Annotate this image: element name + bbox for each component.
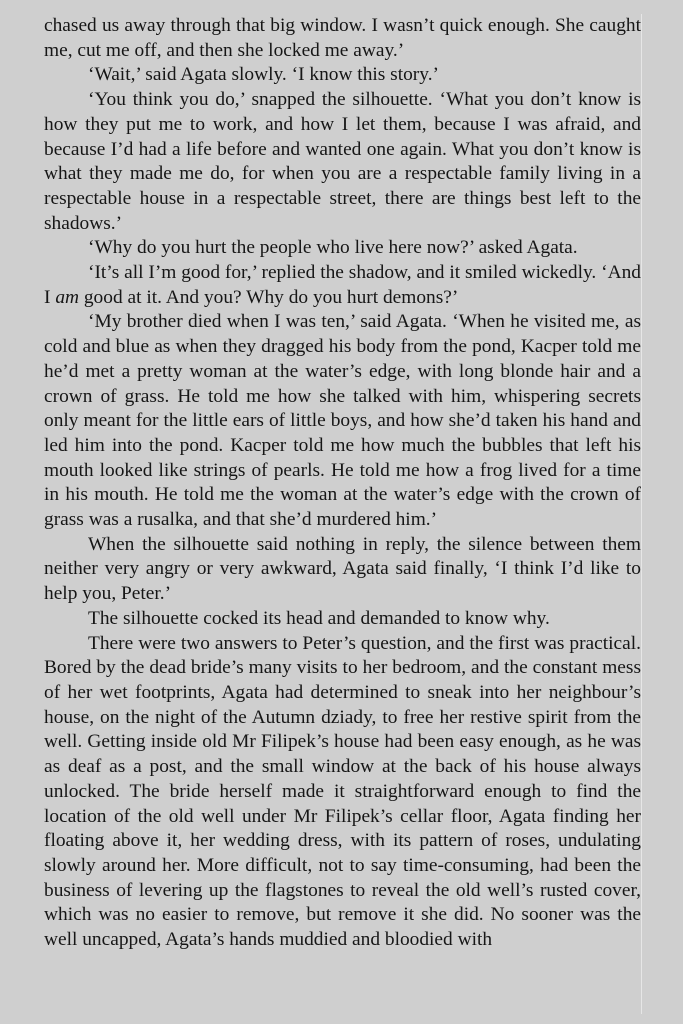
book-page: [44, 14, 642, 1014]
emphasized-word: am: [55, 286, 80, 308]
page-text: [44, 14, 641, 953]
paragraph: The silhouette cocked its head and demanded to know why.: [88, 607, 550, 629]
paragraph: ‘My brother died when I was ten,’ said Agata. ‘When he visited me, as cold and blue as when they dragged his body from the pond, Kacper told me he’d met a pretty woman at the water’s edge, with long blonde hair and a crown of grass. He told me how she talked with him, whispering secrets only meant for the little ears of little boys, and how she’d taken his hand and led him into the pond. Kacper told me how much the bubbles that left his mouth looked like strings of pearls. He told me how a frog lived for a time in his mouth. He told me the woman at the water’s edge with the crown of grass was a rusalka, and that she’d murdered him.’: [44, 311, 641, 531]
paragraph: ‘You think you do,’ snapped the silhouette. ‘What you don’t know is how they put me to work, and how I let them, because I was afraid, and because I’d had a life before and wanted one again. What you don’t know is what they made me do, for when you are a respectable family living in a respectable house in a respectable street, there are things best left to the shadows.’: [44, 89, 641, 234]
paragraph-text: ‘It’s all I’m good for,’ replied the shadow, and it smiled wickedly. ‘And I: [44, 262, 641, 308]
paragraph: When the silhouette said nothing in reply, the silence between them neither very angry or very awkward, Agata said finally, ‘I think I’d like to help you, Peter.’: [44, 533, 641, 605]
paragraph-text: good at it. And you? Why do you hurt demons?’: [79, 286, 459, 308]
paragraph: ‘Why do you hurt the people who live here now?’ asked Agata.: [88, 237, 578, 259]
paragraph: chased us away through that big window. I wasn’t quick enough. She caught me, cut me off, and then she locked me away.’: [44, 15, 641, 61]
paragraph: ‘Wait,’ said Agata slowly. ‘I know this story.’: [88, 64, 439, 86]
paragraph: [44, 261, 641, 310]
paragraph: There were two answers to Peter’s question, and the first was practical. Bored by the dead bride’s many visits to her bedroom, and the constant mess of her wet footprints, Agata had determined to sneak into her neighbour’s house, on the night of the Autumn dziady, to free her restive spirit from the well. Getting inside old Mr Filipek’s house had been easy enough, as he was as deaf as a post, and the small window at the back of his house always unlocked. The bride herself made it straightforward enough to find the location of the old well under Mr Filipek’s cellar floor, Agata finding her floating above it, her wedding dress, with its pattern of roses, undulating slowly around her. More difficult, not to say time-consuming, had been the business of levering up the flagstones to reveal the old well’s rusted cover, which was no easier to remove, but remove it she did. No sooner was the well uncapped, Agata’s hands muddied and bloodied with: [44, 632, 641, 951]
